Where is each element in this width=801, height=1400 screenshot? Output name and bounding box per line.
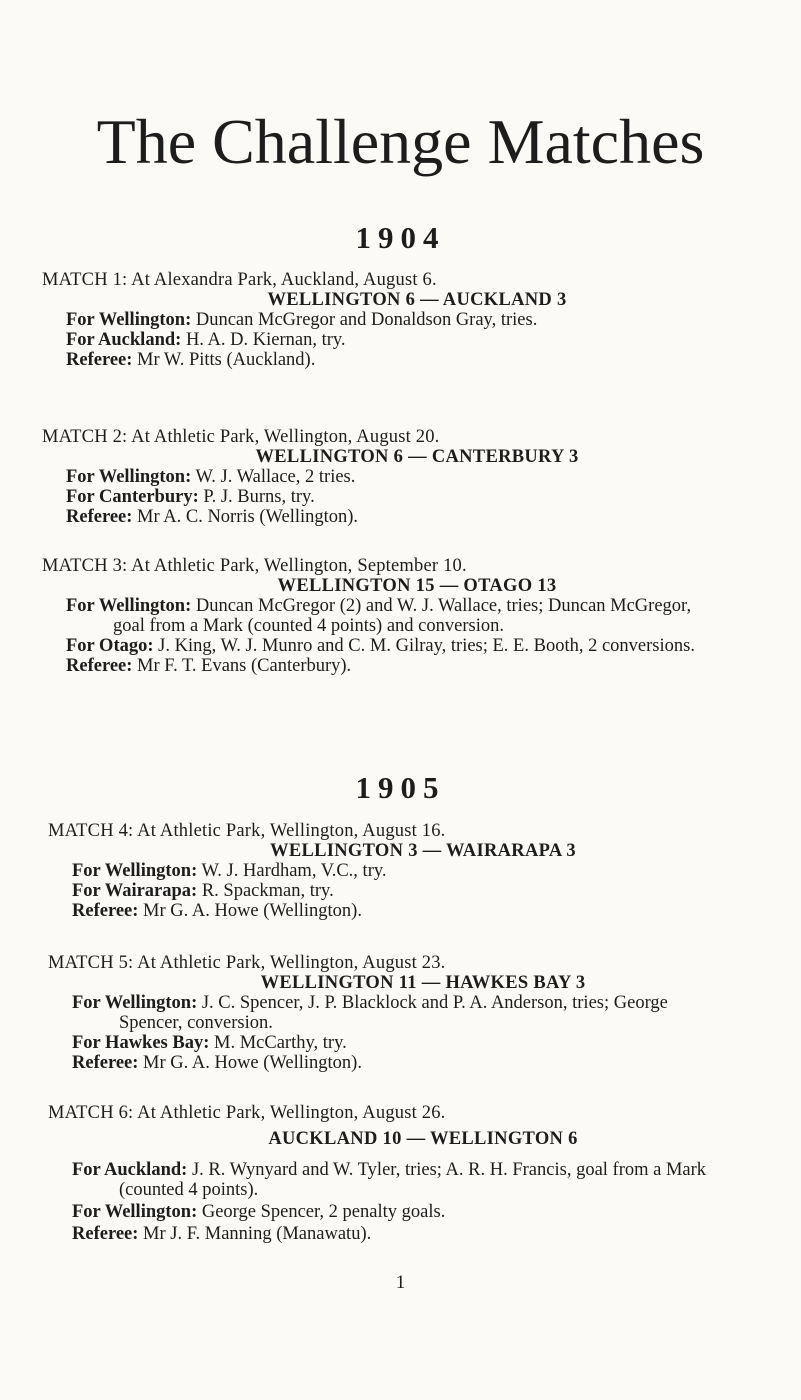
detail-text: Mr W. Pitts (Auckland). [137,350,316,370]
match-5 [48,953,728,1073]
detail-text: J. R. Wynyard and W. Tyler, tries; A. R. H. Francis, goal from a Mark (counted 4 points). [119,1160,707,1200]
match-4 [48,821,728,921]
match-result: WELLINGTON 6 — AUCKLAND 3 [267,290,567,310]
referee [72,1224,728,1244]
scorers-wellington [66,467,722,487]
detail-text: Mr G. A. Howe (Wellington). [143,1053,362,1073]
detail-label: For Canterbury: [66,487,199,507]
scorers-auckland [72,1160,728,1200]
detail-label: Referee: [66,656,133,676]
detail-label: Referee: [66,507,133,527]
detail-text: J. C. Spencer, J. P. Blacklock and P. A. Anderson, tries; George Spencer, conversion. [119,993,668,1033]
detail-label: For Auckland: [66,330,182,350]
detail-label: For Auckland: [72,1160,188,1180]
detail-text: George Spencer, 2 penalty goals. [201,1202,446,1222]
scorers-hawkes-bay [72,1033,728,1053]
page-title: The Challenge Matches [96,106,705,177]
detail-text: R. Spackman, try. [201,881,334,901]
scorers-wellington [72,993,728,1033]
detail-label: For Wellington: [66,596,192,616]
detail-label: For Wellington: [66,467,192,487]
scorers-wellington [72,861,728,881]
detail-label: For Wellington: [72,993,198,1013]
match-result: WELLINGTON 11 — HAWKES BAY 3 [260,973,586,993]
scorers-otago [66,636,722,656]
detail-text: Mr J. F. Manning (Manawatu). [143,1224,372,1244]
detail-label: For Wellington: [66,310,192,330]
detail-label: For Wellington: [72,1202,198,1222]
match-heading: MATCH 5: At Athletic Park, Wellington, August 23. [48,953,446,973]
detail-label: Referee: [66,350,133,370]
match-3 [42,556,722,676]
match-heading: MATCH 1: At Alexandra Park, Auckland, August 6. [42,270,437,290]
detail-text: M. McCarthy, try. [214,1033,347,1053]
detail-label: For Otago: [66,636,154,656]
detail-text: W. J. Hardham, V.C., try. [201,861,387,881]
scorers-canterbury [66,487,722,507]
scorers-wellington [72,1202,728,1222]
match-result: WELLINGTON 3 — WAIRARAPA 3 [270,841,576,861]
year-heading-1904: 1904 [355,220,446,255]
detail-text: Mr A. C. Norris (Wellington). [137,507,359,527]
match-heading: MATCH 2: At Athletic Park, Wellington, August 20. [42,427,440,447]
detail-label: Referee: [72,1053,139,1073]
detail-text: Mr F. T. Evans (Canterbury). [137,656,352,676]
detail-label: For Wellington: [72,861,198,881]
detail-text: Duncan McGregor and Donaldson Gray, tries. [195,310,538,330]
match-heading: MATCH 4: At Athletic Park, Wellington, August 16. [48,821,446,841]
detail-text: Duncan McGregor (2) and W. J. Wallace, tries; Duncan McGregor, goal from a Mark (counted 4 points) and conversion. [113,596,692,636]
detail-label: Referee: [72,901,139,921]
detail-text: J. King, W. J. Munro and C. M. Gilray, tries; E. E. Booth, 2 conversions. [158,636,695,656]
detail-text: W. J. Wallace, 2 tries. [195,467,356,487]
match-2 [42,427,722,527]
detail-label: For Hawkes Bay: [72,1033,210,1053]
match-1 [42,270,722,370]
year-heading-1905: 1905 [355,770,446,805]
scorers-wellington [66,310,722,330]
scorers-wellington [66,596,722,636]
match-6 [48,1103,728,1244]
match-result: WELLINGTON 15 — OTAGO 13 [277,576,557,596]
referee [66,350,722,370]
match-heading: MATCH 3: At Athletic Park, Wellington, September 10. [42,556,467,576]
referee [72,901,728,921]
referee [66,507,722,527]
detail-label: Referee: [72,1224,139,1244]
match-heading: MATCH 6: At Athletic Park, Wellington, August 26. [48,1103,446,1123]
scorers-wairarapa [72,881,728,901]
detail-text: H. A. D. Kiernan, try. [185,330,346,350]
page-number: 1 [395,1272,406,1293]
match-result: AUCKLAND 10 — WELLINGTON 6 [268,1129,578,1149]
referee [66,656,722,676]
detail-text: Mr G. A. Howe (Wellington). [143,901,362,921]
referee [72,1053,728,1073]
detail-label: For Wairarapa: [72,881,198,901]
detail-text: P. J. Burns, try. [203,487,315,507]
match-result: WELLINGTON 6 — CANTERBURY 3 [255,447,579,467]
scorers-auckland [66,330,722,350]
